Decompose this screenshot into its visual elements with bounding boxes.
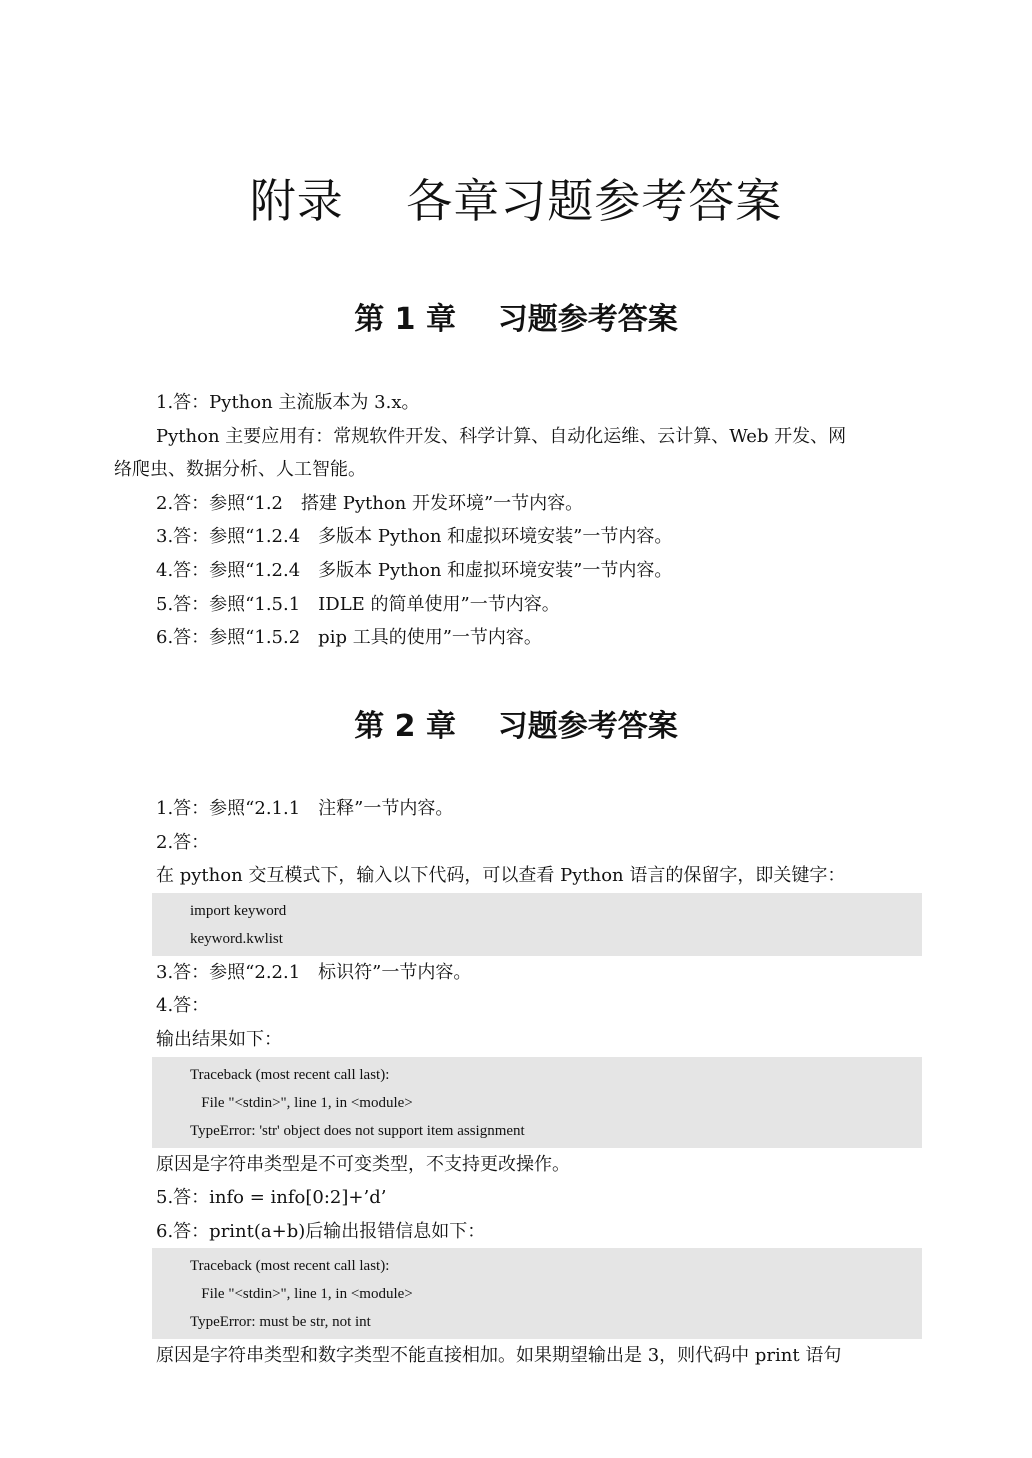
code-block-keywords <box>152 893 922 956</box>
answer-1-4: 4.答：参照“1.2.4 多版本 Python 和虚拟环境安装”一节内容。 <box>156 559 673 581</box>
code-line: File "<stdin>", line 1, in <module> <box>190 1286 413 1303</box>
code-line: Traceback (most recent call last): <box>190 1258 390 1275</box>
answer-1-3: 3.答：参照“1.2.4 多版本 Python 和虚拟环境安装”一节内容。 <box>156 526 673 548</box>
answer-2-3: 3.答：参照“2.2.1 标识符”一节内容。 <box>156 961 472 983</box>
chapter-2-answers <box>156 792 922 1373</box>
chapter-1-answers <box>114 386 922 655</box>
answer-2-2-text: 在 python 交互模式下，输入以下代码，可以查看 Python 语言的保留字，即关键字： <box>156 865 846 887</box>
code-line: TypeError: must be str, not int <box>190 1314 371 1331</box>
answer-2-6: 6.答：print(a+b)后输出报错信息如下： <box>156 1220 486 1242</box>
answer-2-4-text: 输出结果如下： <box>156 1028 282 1050</box>
code-line: TypeError: 'str' object does not support item assignment <box>190 1122 525 1139</box>
answer-1-6: 6.答：参照“1.5.2 pip 工具的使用”一节内容。 <box>156 627 542 649</box>
chapter-1-title: 第 1 章 习题参考答案 <box>354 302 678 337</box>
code-line: keyword.kwlist <box>190 930 283 947</box>
answer-1-5: 5.答：参照“1.5.1 IDLE 的简单使用”一节内容。 <box>156 593 560 615</box>
answer-2-5: 5.答：info = info[0:2]+’d’ <box>156 1187 387 1209</box>
code-line: Traceback (most recent call last): <box>190 1066 390 1083</box>
answer-2-4-reason: 原因是字符串类型是不可变类型，不支持更改操作。 <box>156 1153 570 1175</box>
answer-2-2: 2.答： <box>156 831 210 853</box>
code-block-traceback-1 <box>152 1057 922 1148</box>
code-line: File "<stdin>", line 1, in <module> <box>190 1094 413 1111</box>
code-block-traceback-2 <box>152 1248 922 1339</box>
answer-1-1-apps: Python 主要应用有：常规软件开发、科学计算、自动化运维、云计算、Web 开发、网 <box>156 425 847 447</box>
appendix-title: 附录 各章习题参考答案 <box>249 174 783 228</box>
chapter-2-title: 第 2 章 习题参考答案 <box>354 709 678 744</box>
answer-2-6-reason: 原因是字符串类型和数字类型不能直接相加。如果期望输出是 3，则代码中 print 语句 <box>156 1345 842 1367</box>
answer-2-4: 4.答： <box>156 995 210 1017</box>
answer-1-1-apps-cont: 络爬虫、数据分析、人工智能。 <box>114 459 366 481</box>
answer-1-2: 2.答：参照“1.2 搭建 Python 开发环境”一节内容。 <box>156 492 584 514</box>
answer-1-1: 1.答：Python 主流版本为 3.x。 <box>156 392 420 413</box>
answer-2-1: 1.答：参照“2.1.1 注释”一节内容。 <box>156 798 454 819</box>
code-line: import keyword <box>190 902 287 919</box>
